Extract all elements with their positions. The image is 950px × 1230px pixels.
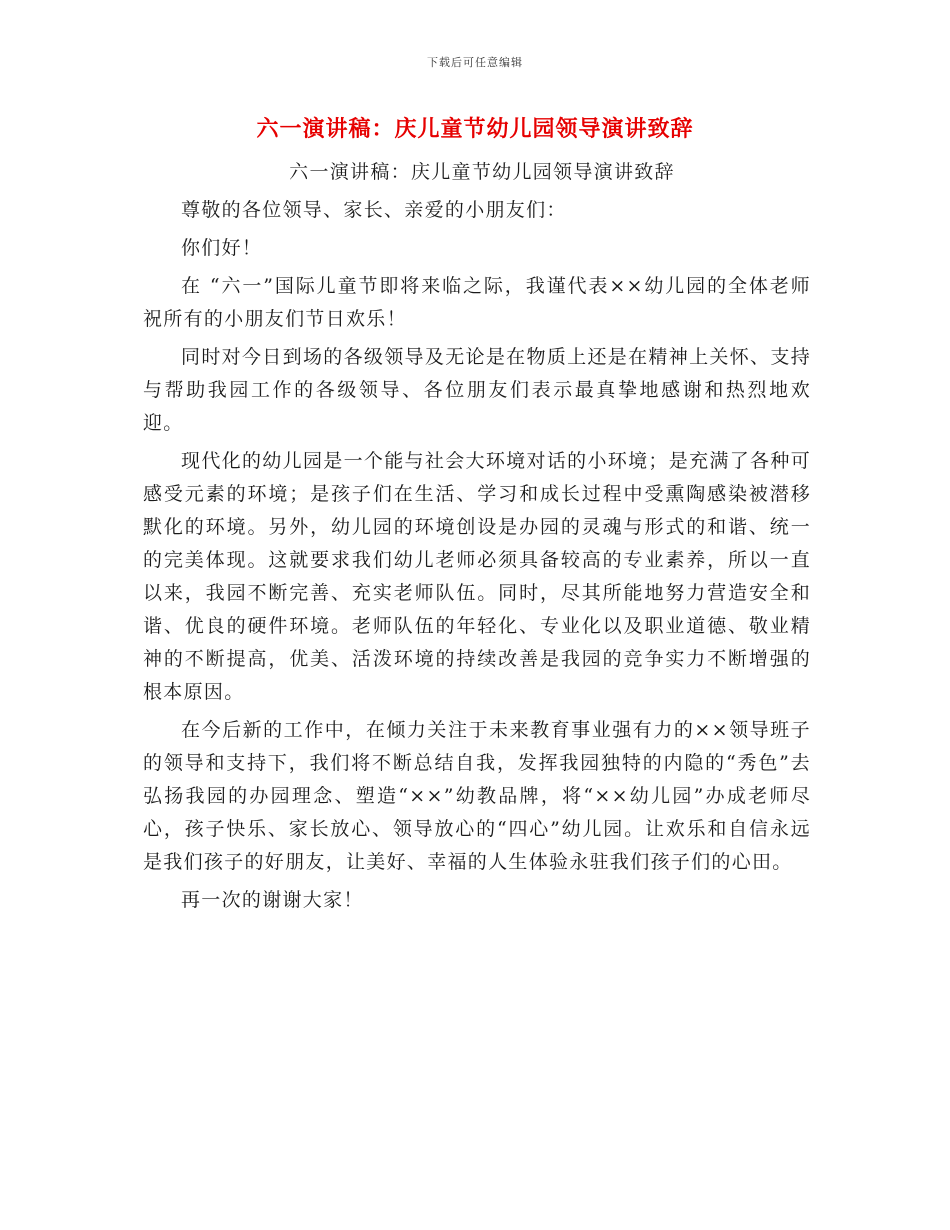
header-note: 下载后可任意编辑	[427, 56, 523, 69]
paragraph-hello: 你们好！	[181, 237, 263, 259]
paragraph-wishes: 在 “六一”国际儿童节即将来临之际，我谨代表××幼儿园的全体老师祝所有的小朋友们节日欢乐！	[143, 275, 811, 330]
paragraph-greeting: 尊敬的各位领导、家长、亲爱的小朋友们：	[181, 199, 567, 221]
paragraph-closing: 再一次的谢谢大家！	[181, 889, 364, 911]
document-subtitle: 六一演讲稿：庆儿童节幼儿园领导演讲致辞	[289, 161, 675, 183]
paragraph-thanks: 同时对今日到场的各级领导及无论是在物质上还是在精神上关怀、支持与帮助我园工作的各级领导、各位朋友们表示最真挚地感谢和热烈地欢迎。	[143, 346, 811, 434]
document-body	[143, 156, 811, 922]
paragraph-future: 在今后新的工作中，在倾力关注于未来教育事业强有力的××领导班子的领导和支持下，我们将不断总结自我，发挥我园独特的内隐的“秀色”去弘扬我园的办园理念、塑造“××”幼教品牌，将“××幼儿园”办成老师尽心，孩子快乐、家长放心、领导放心的“四心”幼儿园。让欢乐和自信永远是我们孩子的好朋友，让美好、幸福的人生体验永驻我们孩子们的心田。	[143, 719, 811, 873]
paragraph-environment: 现代化的幼儿园是一个能与社会大环境对话的小环境；是充满了各种可感受元素的环境；是孩子们在生活、学习和成长过程中受熏陶感染被潜移默化的环境。另外，幼儿园的环境创设是办园的灵魂与形式的和谐、统一的完美体现。这就要求我们幼儿老师必须具备较高的专业素养，所以一直以来，我园不断完善、充实老师队伍。同时，尽其所能地努力营造安全和谐、优良的硬件环境。老师队伍的年轻化、专业化以及职业道德、敬业精神的不断提高，优美、活泼环境的持续改善是我园的竞争实力不断增强的根本原因。	[143, 450, 811, 703]
document-title: 六一演讲稿：庆儿童节幼儿园领导演讲致辞	[256, 117, 694, 142]
